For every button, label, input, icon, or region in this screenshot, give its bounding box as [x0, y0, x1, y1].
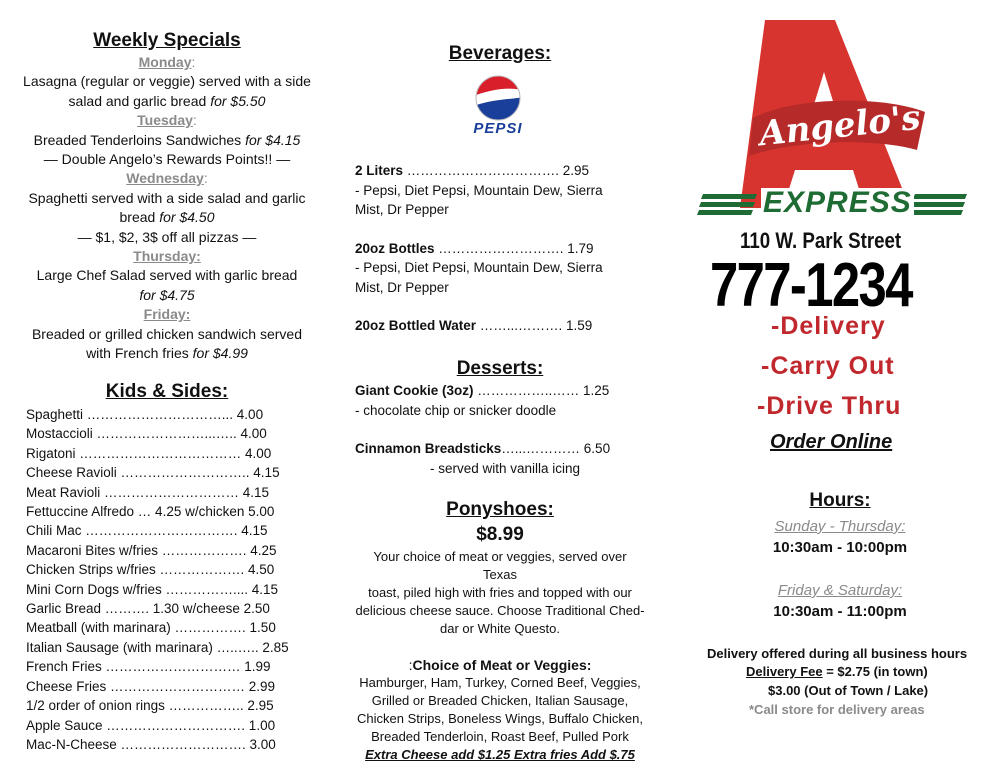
service-delivery: -Delivery — [771, 312, 886, 340]
wednesday-text-1: Spaghetti served with a side salad and garlic — [28, 189, 306, 206]
hours-heading: Hours: — [809, 490, 871, 511]
ponyshoes-desc-2: toast, piled high with fries and topped with our — [368, 585, 632, 600]
friday-label: Friday: — [143, 306, 191, 323]
fee-out-of-town: $3.00 (Out of Town / Lake) — [768, 683, 929, 698]
desserts-heading: Desserts: — [456, 358, 544, 379]
phone-number[interactable]: 777-1234 — [710, 251, 912, 320]
logo-express-text: EXPRESS — [763, 186, 912, 219]
list-item: 1/2 order of onion rings …………….. 2.95 — [26, 698, 274, 714]
monday-price: for $5.50 — [210, 92, 266, 109]
weekday-hours: 10:30am - 10:00pm — [772, 539, 908, 556]
cookie-desc: - chocolate chip or snicker doodle — [355, 402, 557, 418]
weekday-label: Sunday - Thursday: — [774, 518, 906, 535]
service-drive-thru: -Drive Thru — [757, 392, 902, 420]
order-online-link[interactable]: Order Online — [770, 431, 893, 453]
bottles-name: 20oz Bottles — [355, 240, 435, 256]
liters-price: ……………………………. 2.95 — [403, 163, 590, 178]
choice-prefix: : — [408, 657, 413, 673]
list-item: Macaroni Bites w/fries ………………. 4.25 — [26, 542, 277, 558]
tuesday-text-1: Breaded Tenderloins Sandwiches — [33, 131, 242, 148]
logo-script-text: Angelo's — [757, 97, 923, 155]
extras-note: Extra Cheese add $1.25 Extra fries Add $.75 — [365, 747, 635, 762]
breadsticks-desc: - served with vanilla icing — [430, 460, 581, 476]
liters-name: 2 Liters — [355, 163, 404, 178]
thursday-price: for $4.75 — [139, 286, 195, 303]
tuesday-label: Tuesday — [137, 112, 193, 129]
angelos-express-logo — [695, 0, 985, 260]
friday-text-2: with French fries — [86, 345, 189, 362]
list-item: Garlic Bread ………. 1.30 w/cheese 2.50 — [26, 601, 270, 617]
ponyshoes-desc-1: Your choice of meat or veggies, served over Texas — [373, 549, 627, 582]
list-item: Cheese Fries ………………………… 2.99 — [26, 678, 276, 694]
list-item: Spaghetti …………………………... 4.00 — [26, 407, 264, 422]
choice-line-4: Breaded Tenderloin, Roast Beef, Pulled Pork — [371, 729, 629, 744]
choice-line-3: Chicken Strips, Boneless Wings, Buffalo Chicken, — [357, 711, 643, 726]
thursday-label: Thursday: — [133, 248, 201, 265]
liters-desc-2: Mist, Dr Pepper — [355, 202, 449, 217]
list-item: Mac-N-Cheese ………………………. 3.00 — [26, 736, 276, 752]
weekend-label: Friday & Saturday: — [777, 582, 903, 599]
wednesday-label: Wednesday — [126, 170, 204, 187]
kids-sides-list — [26, 405, 316, 754]
breadsticks-price: …...………… 6.50 — [501, 441, 611, 456]
list-item: French Fries ………………………… 1.99 — [26, 659, 271, 675]
list-item: Meatball (with marinara) ……………. 1.50 — [26, 620, 276, 636]
ponyshoes-price: $8.99 — [476, 524, 524, 545]
weekend-hours: 10:30am - 11:00pm — [773, 603, 907, 620]
pepsi-wordmark: PEPSI — [473, 120, 523, 137]
bottles-price: ………………………. 1.79 — [434, 240, 594, 256]
kids-sides-heading: Kids & Sides: — [105, 381, 229, 402]
water-price: ……...………. 1.59 — [476, 318, 593, 333]
monday-text-1: Lasagna (regular or veggie) served with a side — [23, 73, 311, 90]
breadsticks-name: Cinnamon Breadsticks — [355, 441, 502, 456]
ponyshoes-heading: Ponyshoes: — [446, 499, 554, 520]
store-address: 110 W. Park Street — [740, 228, 902, 253]
list-item: Fettuccine Alfredo … 4.25 w/chicken 5.00 — [26, 504, 275, 520]
wednesday-price: for $4.50 — [159, 209, 215, 226]
delivery-fee — [746, 664, 928, 679]
list-item: Mostaccioli ……………………...….. 4.00 — [26, 426, 267, 442]
bottles-desc-1: - Pepsi, Diet Pepsi, Mountain Dew, Sierra — [355, 260, 603, 275]
choice-heading: Choice of Meat or Veggies: — [412, 657, 592, 673]
monday-label: Monday — [138, 54, 192, 70]
call-note: *Call store for delivery areas — [749, 702, 925, 717]
fee-text: = $2.75 (in town) — [822, 664, 928, 679]
list-item: Meat Ravioli ………………………… 4.15 — [26, 484, 270, 500]
monday-text-2: salad and garlic bread — [68, 92, 207, 109]
wednesday-text-2: bread — [119, 209, 156, 226]
weekly-specials-heading: Weekly Specials — [93, 30, 241, 51]
beverages-heading: Beverages: — [448, 43, 552, 64]
pepsi-logo — [458, 74, 538, 138]
list-item: Chicken Strips w/fries ………………. 4.50 — [26, 562, 275, 578]
delivery-note: Delivery offered during all business hours — [707, 646, 968, 661]
beverages-list — [355, 161, 645, 336]
fee-label: Delivery Fee — [746, 664, 823, 679]
choice-line-1: Hamburger, Ham, Turkey, Corned Beef, Veggies, — [359, 675, 641, 690]
list-item: Mini Corn Dogs w/fries …………….... 4.15 — [26, 581, 279, 597]
tuesday-text-2: — Double Angelo’s Rewards Points!! — — [43, 151, 291, 168]
desserts-list — [355, 381, 645, 478]
thursday-text-1: Large Chef Salad served with garlic bread — [36, 267, 298, 284]
ponyshoes-desc-4: dar or White Questo. — [440, 621, 560, 636]
list-item: Rigatoni ……………………………… 4.00 — [26, 445, 272, 461]
cookie-name: Giant Cookie (3oz) — [355, 383, 474, 398]
liters-desc-1: - Pepsi, Diet Pepsi, Mountain Dew, Sierra — [355, 182, 603, 198]
list-item: Cheese Ravioli ……………………….. 4.15 — [26, 465, 280, 481]
friday-price: for $4.99 — [192, 345, 248, 362]
cookie-price: ……………..…… 1.25 — [473, 383, 610, 398]
wednesday-text-3: — $1, $2, 3$ off all pizzas — — [77, 228, 257, 245]
list-item: Italian Sausage (with marinara) …..….. 2.85 — [26, 639, 289, 655]
friday-text-1: Breaded or grilled chicken sandwich served — [31, 325, 303, 342]
water-name: 20oz Bottled Water — [355, 318, 477, 333]
weekly-specials-list: Monday: Lasagna (regular or veggie) served with a side salad and garlic bread for $5.50 Tuesday: Breaded Tenderloins Sandwiches for $4.15 — Double Angelo’s Rewards Points!! — Wednesday: Spaghetti served with a side salad and garlic bread for $4.50 — $1, $2, 3$ off all pizzas — Thursday: Large Chef Salad served with garlic bread for $4.75 Friday: Breaded or grilled chicken sandwich served with French fries for $4.99 — [23, 54, 311, 362]
service-carry-out: -Carry Out — [761, 352, 895, 380]
bottles-desc-2: Mist, Dr Pepper — [355, 279, 449, 295]
tuesday-price: for $4.15 — [245, 131, 301, 148]
ponyshoes-desc-3: delicious cheese sauce. Choose Traditional Ched- — [355, 603, 645, 618]
list-item: Apple Sauce …………………………. 1.00 — [26, 717, 276, 733]
choice-line-2: Grilled or Breaded Chicken, Italian Sausage, — [371, 693, 629, 708]
ponyshoes-details — [355, 548, 645, 764]
list-item: Chili Mac ……………………………. 4.15 — [26, 523, 268, 539]
